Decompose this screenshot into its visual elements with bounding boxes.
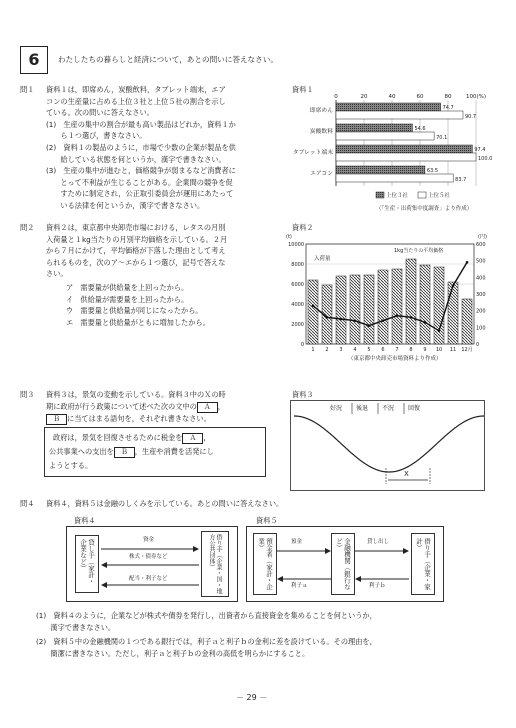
chart2-month-label: 1 xyxy=(311,347,315,353)
chart3-phase-label: 好況 xyxy=(330,405,343,412)
chart2-right-tick: 0 xyxy=(476,342,480,348)
q2-line: から７月にかけて，平均価格が下落した理由として考え xyxy=(46,246,226,256)
q1-line: ている。次の問いに答えなさい。 xyxy=(46,108,154,118)
chart1-value-label: 83.7 xyxy=(455,177,467,183)
chart1-legend-top5: 上位５社 xyxy=(428,193,451,199)
chart2-month-label: 6 xyxy=(381,347,385,353)
chart1-tick-label: 20 xyxy=(360,94,368,100)
lender-box: 貸し手（家計・企業など） xyxy=(75,535,99,593)
chart1-category-label: エアコン xyxy=(310,171,333,177)
fig5-frame xyxy=(246,526,444,602)
chart2-right-tick: 400 xyxy=(476,275,486,282)
depositor-box: 預金者（家計・企業） xyxy=(253,533,277,595)
chart2-month-label: 10 xyxy=(435,347,443,353)
chart2-price-point xyxy=(438,329,441,332)
blank-b: Ｂ xyxy=(46,414,67,425)
chart1-category-label: 即席めん xyxy=(309,108,333,114)
borrower5-box: 借り手（企業・家計） xyxy=(411,533,435,595)
fig4-arrow-money: 資金 xyxy=(143,537,155,543)
q1-line: 資料１は，即席めん，炭酸飲料，タブレット端末，エア xyxy=(46,85,226,94)
chart1-value-label: 70.1 xyxy=(436,135,448,141)
q1-sub3: (3) 生産の集中が進むと，価格競争が弱まるなど消費者に xyxy=(46,166,236,176)
chart2-price-point xyxy=(312,304,315,307)
q2-option: ウ 需要量と供給量が同じになったから。 xyxy=(66,306,203,316)
chart2-month-label: 3 xyxy=(339,347,343,353)
q3-text xyxy=(46,389,226,425)
chart2-left-unit: (t) xyxy=(286,234,292,240)
chart3-phase-label: 不況 xyxy=(382,405,395,412)
q3-line: 期に政府が行う政策について述べた次の文中の Ａ ， xyxy=(46,401,225,411)
bank-box: 金融機関（銀行など） xyxy=(331,533,355,595)
fig4-arrow-stocks: 株式・債券など xyxy=(129,554,168,560)
chart2-title: 資料２ xyxy=(292,223,314,232)
chart1-tick-label: 40 xyxy=(388,94,396,100)
chart2-price-point xyxy=(354,319,357,322)
blank-b: Ｂ xyxy=(114,447,135,458)
q2-label: 問２ xyxy=(20,223,35,232)
chart2-month-label: 9 xyxy=(423,347,427,353)
chart2-bar xyxy=(350,275,360,344)
chart3-x-label: X xyxy=(404,470,409,478)
q3-line: Ｂ に当てはまる語句を，それぞれ書きなさい。 xyxy=(46,413,226,425)
chart1-bar-top3 xyxy=(336,124,412,132)
chart3-phase-label: 回復 xyxy=(408,405,421,412)
chart2-right-tick: 200 xyxy=(476,308,486,315)
fig4-arrow-dividends: 配当・利子など xyxy=(129,576,168,582)
chart1-bar-top5 xyxy=(336,174,453,182)
chart2-month-label: 4 xyxy=(353,347,357,353)
q4-sub2: (2) 資料５中の金融機関の１つである銀行では，利子ａと利子ｂの金利に差を設けている。その理由を， xyxy=(36,637,377,647)
q2-options xyxy=(66,282,210,328)
q3-label: 問３ xyxy=(20,390,35,399)
chart2-month-label: 11 xyxy=(449,347,457,353)
chart1-legend-swatch-top5 xyxy=(418,192,426,198)
q2-line: さい。 xyxy=(46,269,68,279)
chart2-price-point xyxy=(368,324,371,327)
chart1-bar-top5 xyxy=(336,153,476,161)
chart1-source: （「生産・出荷集中度調査」より作成） xyxy=(376,206,473,212)
chart2-month-label: 7 xyxy=(395,347,399,353)
chart3-frame xyxy=(291,401,485,491)
chart1-legend-swatch-top3 xyxy=(376,192,384,198)
fig5-deposit-label: 預金 xyxy=(291,539,303,545)
chart1-bar-top5 xyxy=(336,132,434,140)
chart2-line-label: 1kg当たりの平均価格 xyxy=(394,248,444,254)
q1-line: コンの生産量に占める上位３社と上位５社の割合を示し xyxy=(46,96,226,106)
chart1-title: 資料１ xyxy=(292,85,314,94)
q4-sub1: 漢字で書きなさい。 xyxy=(36,622,116,632)
chart1-value-label: 63.5 xyxy=(426,168,439,174)
chart2-bar xyxy=(336,276,346,344)
chart1-bar-top3 xyxy=(336,145,472,153)
chart2-bar xyxy=(420,265,430,344)
chart2-bar xyxy=(406,259,416,344)
chart2-price-point xyxy=(382,319,385,322)
q3-line: 資料３は，景気の変動を示している。資料３中のＸの時 xyxy=(46,390,226,399)
chart2-left-tick: 2000 xyxy=(291,322,304,328)
q4-subs xyxy=(36,610,377,659)
chart1-tick-label: 80 xyxy=(444,94,452,100)
chart1-value-label: 97.4 xyxy=(474,147,486,153)
chart2-right-tick: 100 xyxy=(476,325,486,332)
chart2-left-tick: 4000 xyxy=(291,302,304,308)
fig5-loan-label: 貸し出し xyxy=(367,539,390,545)
chart2-price-point xyxy=(452,284,455,287)
chart2-bar-label: 入荷量 xyxy=(314,256,331,262)
section-intro: わたしたちの暮らしと経済について，あとの問いに答えなさい。 xyxy=(58,55,278,64)
q1-sub1: ら１つ選び，書きなさい。 xyxy=(46,131,147,141)
chart2-price-point xyxy=(466,261,469,264)
chart2-month-label: 5 xyxy=(367,347,371,353)
chart1-category-label: 炭酸飲料 xyxy=(309,129,333,135)
q1-sub1: (1) 生産の集中の割合が最も高い製品はどれか，資料１か xyxy=(46,119,236,129)
chart2-price-point xyxy=(396,314,399,317)
chart2-source: （東京都中央卸売市場資料より作成） xyxy=(348,356,442,362)
page-number: － 29 － xyxy=(236,693,268,702)
blank-a: Ａ xyxy=(197,402,218,413)
chart1-value-label: 74.7 xyxy=(442,105,454,111)
q2-line: られるものを，次のア～エから１つ選び，記号で答えな xyxy=(46,257,226,267)
q2-option: ア 需要量が供給量を上回ったから。 xyxy=(66,283,189,292)
chart1-legend-top3: 上位３社 xyxy=(386,193,409,199)
chart2-left-tick: 10000 xyxy=(288,242,304,248)
q2-option: イ 供給量が需要量を上回ったから。 xyxy=(66,294,189,304)
chart2-bar xyxy=(308,280,318,344)
chart1-svg xyxy=(282,90,506,220)
chart1-value-label: 54.6 xyxy=(414,126,426,132)
chart2-bar xyxy=(378,270,388,344)
q4-sub1: (1) 資料４のように，企業などが株式や債券を発行し，出資者から直接資金を集めることを何というか， xyxy=(36,611,377,620)
chart2-left-tick: 8000 xyxy=(291,262,304,268)
fig4-frame xyxy=(66,526,238,602)
chart2-price-point xyxy=(326,316,329,319)
question-number: 6 xyxy=(20,46,48,74)
q4-sub2: 簡潔に書きなさい。ただし，利子ａと利子ｂの金利の高低を明らかにすること。 xyxy=(36,648,310,658)
q2-option: エ 需要量と供給量がともに増加したから。 xyxy=(66,317,210,327)
q1-sub3: すために制定され，公正取引委員会が運用にあたって xyxy=(46,189,234,199)
chart2-month-label: 12月 xyxy=(461,347,473,353)
chart2-right-tick: 500 xyxy=(476,258,486,265)
q2-line: 資料２は，東京都中央卸売市場における，レタスの月別 xyxy=(46,223,226,232)
chart1-bar-top3 xyxy=(336,103,441,111)
chart1-tick-label: 60 xyxy=(416,94,424,100)
fig4-title: 資料４ xyxy=(74,516,96,525)
chart2-bar xyxy=(448,282,458,344)
chart2-month-label: 2 xyxy=(325,347,329,353)
chart1-value-label: 100.0 xyxy=(478,156,493,162)
chart3-title: 資料３ xyxy=(292,390,314,399)
chart2-price-point xyxy=(424,321,427,324)
q3-frame: 政府は，景気を回復させるために税金を Ａ ， 公共事業への支出を Ｂ ，生産や消費を活発にし ようとする。 xyxy=(44,427,266,477)
chart1-bar-top5 xyxy=(336,111,463,119)
fig5-interest-b: 利子ｂ xyxy=(369,583,386,589)
q1-text xyxy=(46,84,236,212)
chart2-right-unit: (円) xyxy=(478,234,487,240)
chart2-bar xyxy=(462,299,472,344)
q2-line: 入荷量と１kg当たりの月別平均価格を示している。２月 xyxy=(46,234,228,244)
q1-sub3: とって不利益が生じることがある。企業間の競争を促 xyxy=(46,177,233,187)
borrower-box: 借り手（企業・国・地方公共団体） xyxy=(201,531,229,597)
chart1-tick-label: 0 xyxy=(334,94,338,100)
q4-intro: 資料４，資料５は金融のしくみを示している。あとの問いに答えなさい。 xyxy=(46,499,284,508)
q4-label: 問４ xyxy=(20,499,35,508)
blank-a: Ａ xyxy=(182,433,203,444)
chart2-price-point xyxy=(410,316,413,319)
chart1-bar-top3 xyxy=(336,166,425,174)
chart1-tick-label: 100(%) xyxy=(465,94,487,100)
chart1-value-label: 90.7 xyxy=(464,114,477,120)
fig5-interest-a: 利子ａ xyxy=(291,583,308,589)
chart3-svg xyxy=(290,400,486,492)
chart2-left-tick: 0 xyxy=(300,342,304,348)
chart2-right-tick: 600 xyxy=(476,242,486,248)
chart2-right-tick: 300 xyxy=(476,292,486,298)
q1-sub3: いる法律を何というか，漢字で書きなさい。 xyxy=(46,200,205,210)
q2-text xyxy=(46,222,227,280)
fig5-title: 資料５ xyxy=(256,516,278,525)
q1-sub2: 給している状態を何というか，漢字で書きなさい。 xyxy=(46,154,226,164)
chart2-left-tick: 6000 xyxy=(291,282,304,288)
q1-label: 問１ xyxy=(20,85,35,94)
q1-sub2: (2) 資料１の製品のように，市場で少数の企業が製品を供 xyxy=(46,142,236,152)
chart2-price-point xyxy=(340,318,343,321)
chart2-bar xyxy=(392,269,402,344)
chart2-bar xyxy=(434,267,444,344)
chart2-bar xyxy=(364,275,374,344)
chart3-cycle-curve xyxy=(294,416,484,472)
chart2-svg xyxy=(282,232,506,372)
chart1-category-label: タブレット端末 xyxy=(292,150,333,156)
chart2-month-label: 8 xyxy=(409,347,413,353)
chart3-phase-label: 後退 xyxy=(356,405,369,412)
